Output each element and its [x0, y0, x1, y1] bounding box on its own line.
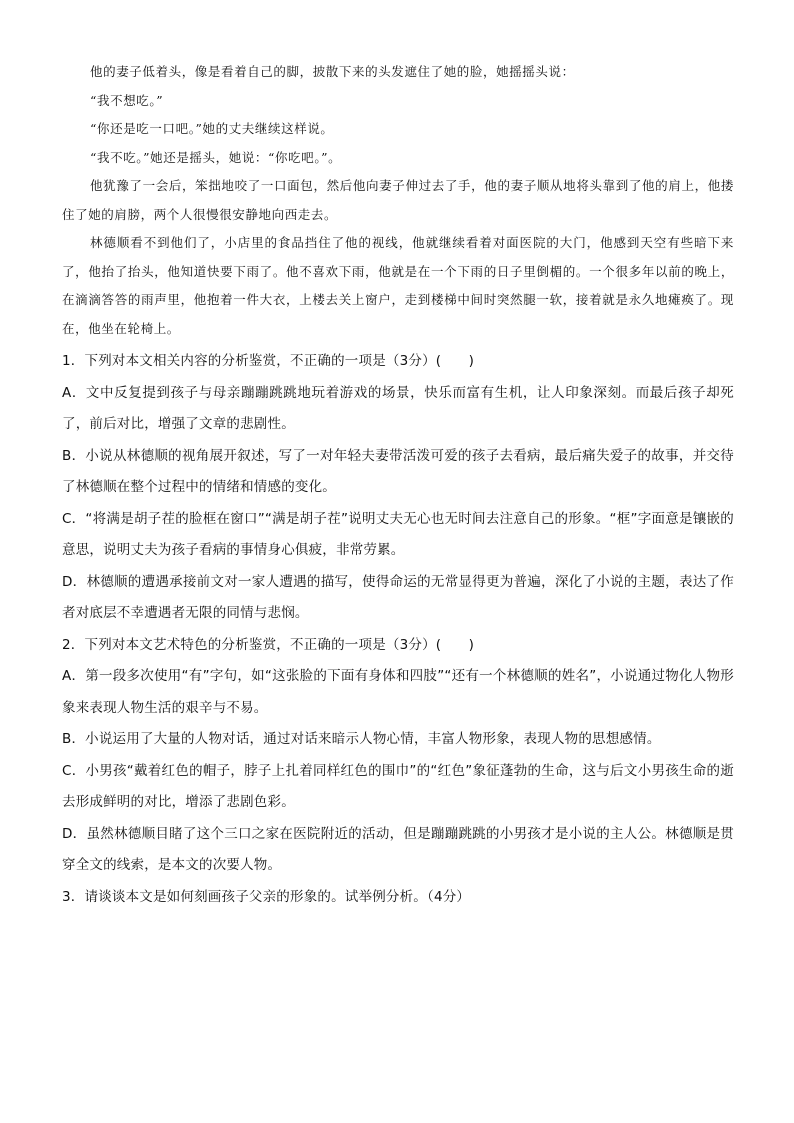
option-c: C．小男孩“戴着红色的帽子，脖子上扎着同样红色的围巾”的“红色”象征蓬勃的生命，这与后文小男孩生命的逝去形成鲜明的对比，增添了悲剧色彩。	[62, 762, 734, 810]
dialogue-line: “我不吃。”她还是摇头，她说：“你吃吧。”。	[90, 149, 342, 165]
question-3	[62, 882, 734, 914]
question-1	[62, 346, 734, 630]
option-b: B．小说从林德顺的视角展开叙述，写了一对年轻夫妻带活泼可爱的孩子去看病，最后痛失爱子的故事，并交待了林德顺在整个过程中的情绪和情感的变化。	[62, 447, 734, 495]
option-d: D．林德顺的遭遇承接前文对一家人遭遇的描写，使得命运的无常显得更为普遍，深化了小说的主题，表达了作者对底层不幸遭遇者无限的同情与悲悯。	[62, 573, 734, 621]
story-paragraph: 林德顺看不到他们了，小店里的食品挡住了他的视线，他就继续看着对面医院的大门，他感到天空有些暗下来了，他抬了抬头，他知道快要下雨了。他不喜欢下雨，他就是在一个下雨的日子里倒楣的。一个很多年以前的晚上，在滴滴答答的雨声里，他抱着一件大衣，上楼去关上窗户，走到楼梯中间时突然腿一软，接着就是永久地瘫痪了。现在，他坐在轮椅上。	[62, 235, 734, 336]
dialogue-line: “你还是吃一口吧。”她的丈夫继续这样说。	[90, 121, 334, 136]
question-stem: 1．下列对本文相关内容的分析鉴赏，不正确的一项是（3分）( )	[62, 353, 475, 369]
option-d: D．虽然林德顺目睹了这个三口之家在医院附近的活动，但是蹦蹦跳跳的小男孩才是小说的主人公。林德顺是贯穿全文的线索，是本文的次要人物。	[62, 825, 734, 873]
option-c: C．“将满是胡子茬的脸框在窗口”“满是胡子茬”说明丈夫无心也无时间去注意自己的形象。“框”字面意是镶嵌的意思，说明丈夫为孩子看病的事情身心俱疲，非常劳累。	[62, 510, 734, 558]
question-stem: 3．请谈谈本文是如何刻画孩子父亲的形象的。试举例分析。（4分）	[62, 888, 471, 905]
document-page	[62, 58, 734, 913]
question-2	[62, 630, 734, 882]
question-section	[62, 346, 734, 913]
question-stem: 2．下列对本文艺术特色的分析鉴赏，不正确的一项是（3分）( )	[62, 636, 475, 653]
story-paragraph: 他犹豫了一会后，笨拙地咬了一口面包，然后他向妻子伸过去了手，他的妻子顺从地将头靠到了他的肩上，他搂住了她的肩膀，两个人很慢很安静地向西走去。	[62, 178, 734, 222]
story-excerpt	[62, 58, 734, 343]
option-a: A．第一段多次使用“有”字句，如“这张脸的下面有身体和四肢”“还有一个林德顺的姓名”，小说通过物化人物形象来表现人物生活的艰辛与不易。	[62, 668, 734, 716]
option-a: A．文中反复提到孩子与母亲蹦蹦跳跳地玩着游戏的场景，快乐而富有生机，让人印象深刻。而最后孩子却死了，前后对比，增强了文章的悲剧性。	[62, 384, 734, 432]
option-b: B．小说运用了大量的人物对话，通过对话来暗示人物心情，丰富人物形象，表现人物的思想感情。	[62, 731, 661, 747]
dialogue-line: “我不想吃。”	[90, 92, 164, 108]
story-paragraph: 他的妻子低着头，像是看着自己的脚，披散下来的头发遮住了她的脸，她摇摇头说：	[90, 64, 575, 79]
